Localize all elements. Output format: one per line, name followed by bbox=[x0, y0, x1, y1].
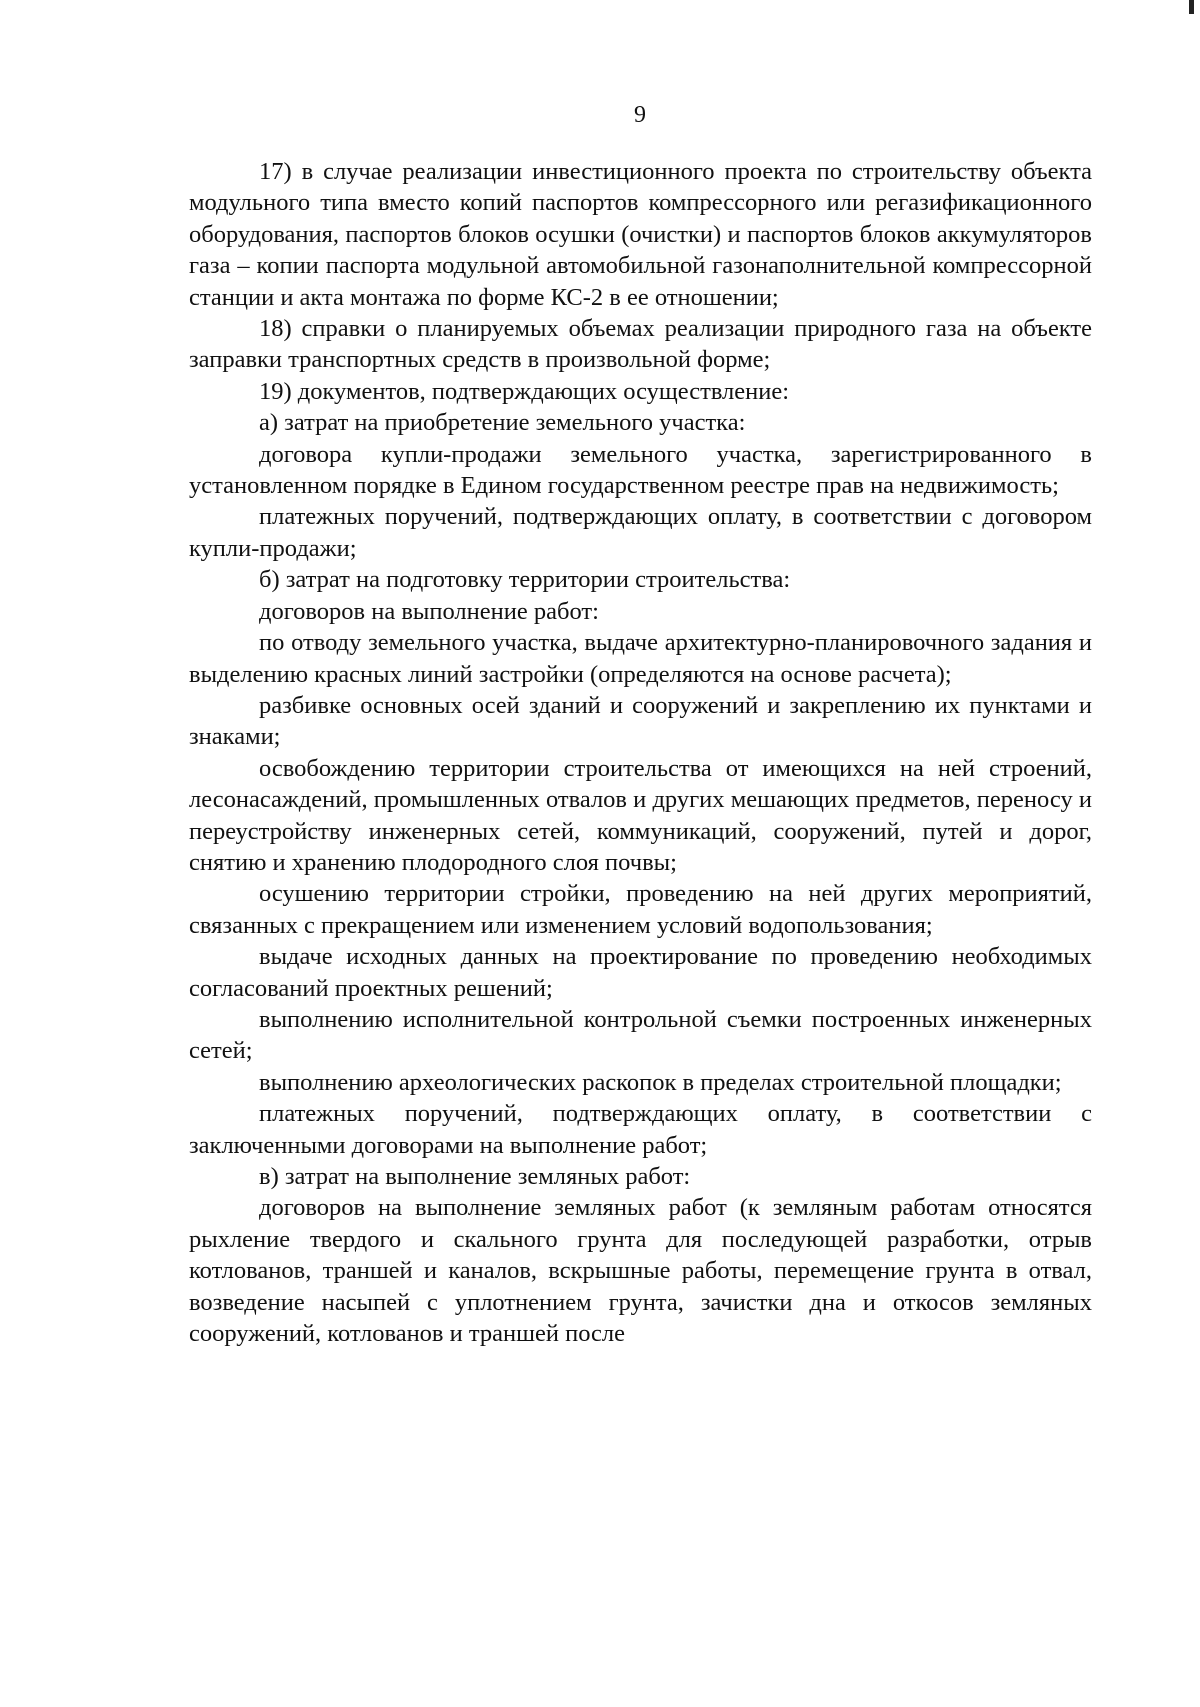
list-item: выдаче исходных данных на проектирование по проведению необходимых согласований проектных решений; bbox=[189, 943, 1092, 1002]
list-item: осушению территории стройки, проведению на ней других мероприятий, связанных с прекращением или изменением условий водопользования; bbox=[189, 880, 1092, 939]
list-item: по отводу земельного участка, выдаче архитектурно-планировочного задания и выделению красных линий застройки (определяются на основе расчета); bbox=[189, 629, 1092, 688]
paragraph-17: 17) в случае реализации инвестиционного проекта по строительству объекта модульного типа вместо копий паспортов компрессорного или регазификационного оборудования, паспортов блоков осушки (очистки) и паспортов блоков аккумуляторов газа – копии паспорта модульной автомобильной газонаполнительной компрессорной станции и акта монтажа по форме КС-2 в ее отношении; bbox=[189, 158, 1092, 311]
subitem-a: а) затрат на приобретение земельного участка: bbox=[259, 409, 746, 437]
list-item: освобождению территории строительства от имеющихся на ней строений, лесонасаждений, промышленных отвалов и других мешающих предметов, переносу и переустройству инженерных сетей, коммуникаций, сооружений, путей и дорог, снятию и хранению плодородного слоя почвы; bbox=[189, 754, 1092, 876]
list-item: платежных поручений, подтверждающих оплату, в соответствии с договором купли-продажи; bbox=[189, 503, 1092, 562]
list-item: выполнению исполнительной контрольной съемки построенных инженерных сетей; bbox=[189, 1005, 1092, 1065]
list-item: платежных поручений, подтверждающих оплату, в соответствии с заключенными договорами на выполнение работ; bbox=[189, 1100, 1092, 1159]
subitem-v: в) затрат на выполнение земляных работ: bbox=[259, 1163, 691, 1190]
scan-mark bbox=[1189, 0, 1194, 14]
list-item: договоров на выполнение работ: bbox=[259, 597, 599, 625]
paragraph-19: 19) документов, подтверждающих осуществление: bbox=[259, 377, 790, 405]
list-item: договора купли-продажи земельного участка, зарегистрированного в установленном порядке в Едином государственном реестре прав на недвижимость; bbox=[189, 440, 1092, 500]
list-item: разбивке основных осей зданий и сооружений и закреплению их пунктами и знаками; bbox=[189, 691, 1092, 751]
paragraph-18: 18) справки о планируемых объемах реализации природного газа на объекте заправки транспортных средств в произвольной форме; bbox=[189, 315, 1092, 374]
list-item: выполнению археологических раскопок в пределах строительной площадки; bbox=[259, 1068, 1062, 1096]
document-body bbox=[189, 156, 1092, 1349]
page-number: 9 bbox=[634, 102, 646, 128]
list-item: договоров на выполнение земляных работ (к земляным работам относятся рыхление твердого и скального грунта для последующей разработки, отрыв котлованов, траншей и каналов, вскрышные работы, перемещение грунта в отвал, возведение насыпей с уплотнением грунта, зачистки дна и откосов земляных сооружений, котлованов и траншей после bbox=[189, 1194, 1092, 1348]
subitem-b: б) затрат на подготовку территории строительства: bbox=[259, 566, 791, 594]
